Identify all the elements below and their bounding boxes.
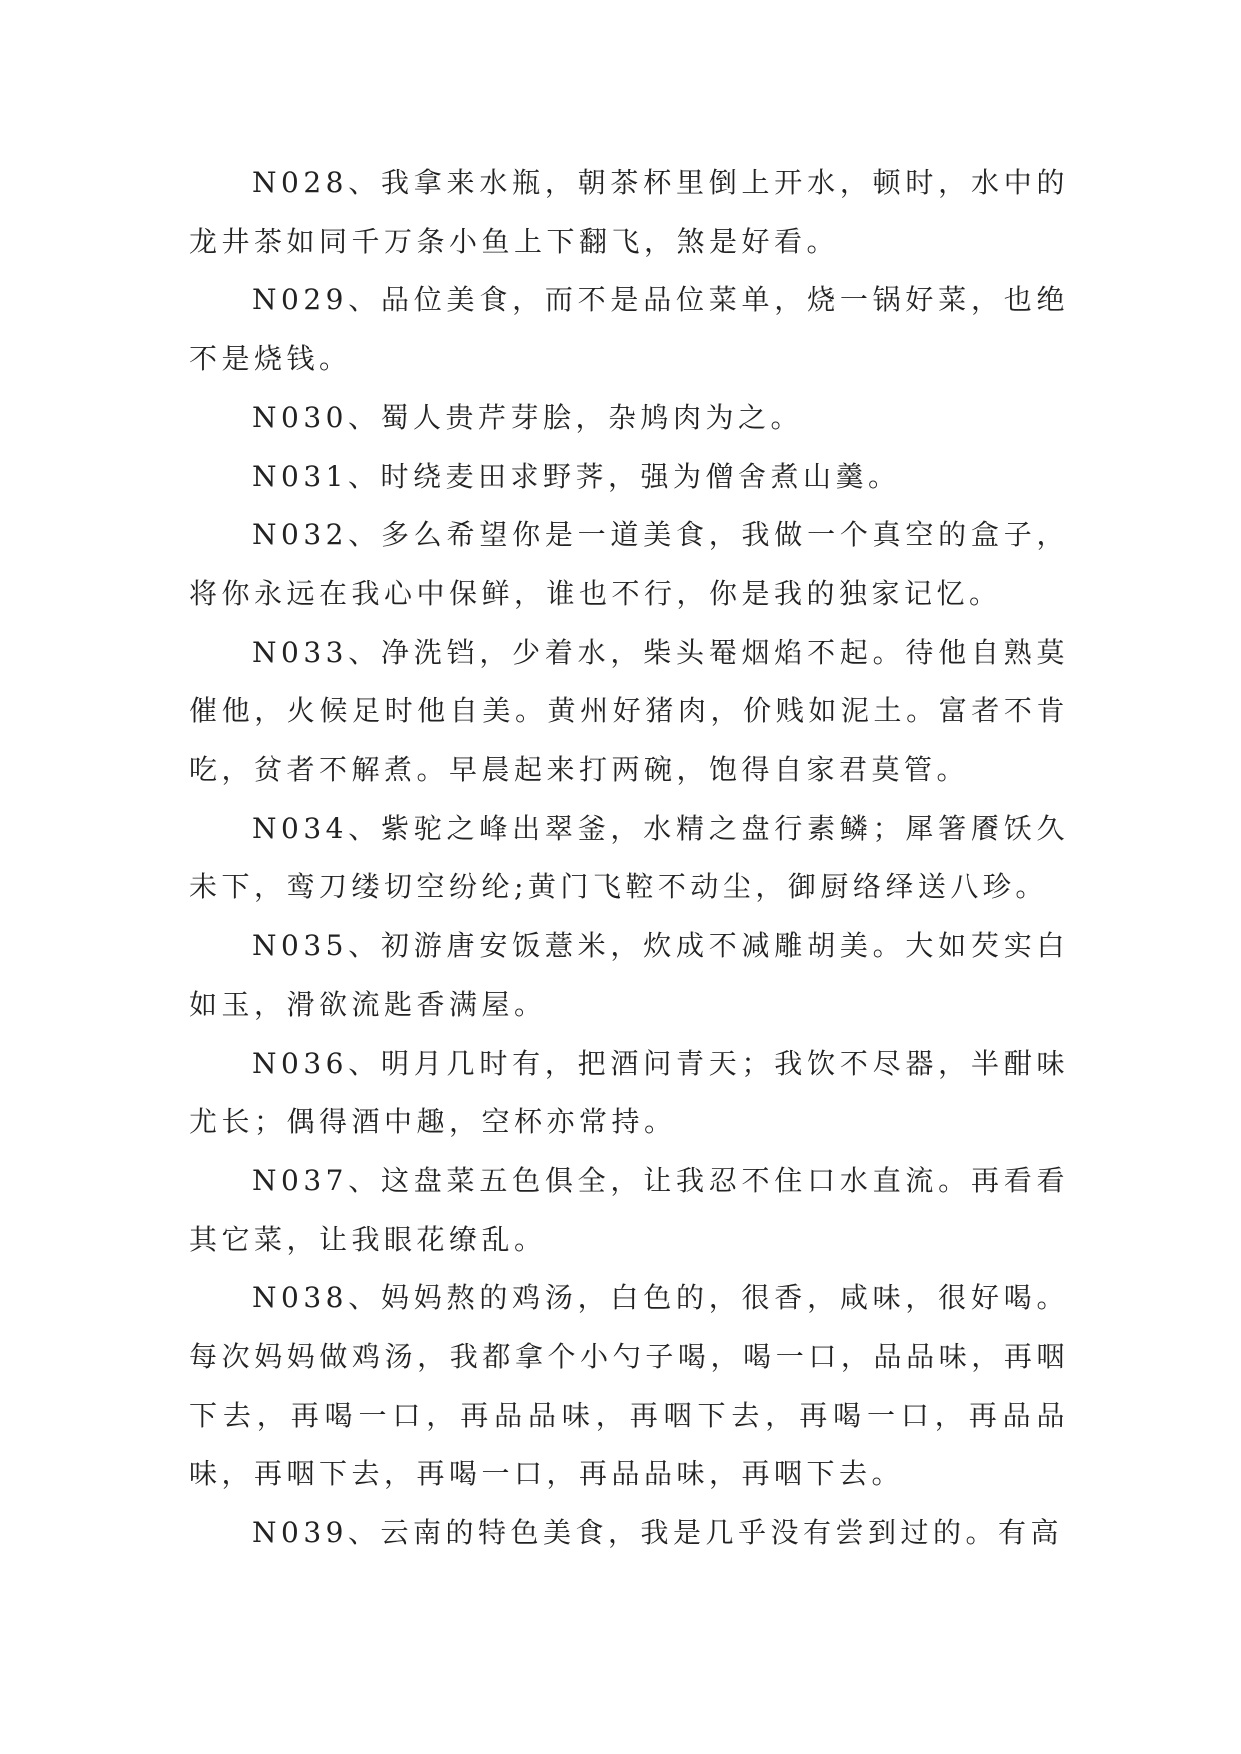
paragraph-n039: N039、云南的特色美食，我是几乎没有尝到过的。有高 [252, 1516, 1063, 1550]
paragraph-n032: N032、多么希望你是一道美食，我做一个真空的盒子，将你永远在我心中保鲜，谁也不行，你是我的独家记忆。 [189, 518, 1069, 610]
paragraph-n031: N031、时绕麦田求野荠，强为僧舍煮山羹。 [252, 459, 901, 493]
paragraph-n036: N036、明月几时有，把酒问青天；我饮不尽器，半酣味尤长；偶得酒中趣，空杯亦常持。 [189, 1046, 1069, 1139]
paragraph-n038: N038、妈妈熬的鸡汤，白色的，很香，咸味，很好喝。每次妈妈做鸡汤，我都拿个小勺子喝，喝一口，品品味，再咽下去，再喝一口，再品品味，再咽下去，再喝一口，再品品味，再咽下去，再喝一口，再品品味，再咽下去。 [189, 1281, 1069, 1491]
paragraph-n028: N028、我拿来水瓶，朝茶杯里倒上开水，顿时，水中的龙井茶如同千万条小鱼上下翻飞，煞是好看。 [189, 166, 1069, 258]
paragraph-n034: N034、紫驼之峰出翠釜，水精之盘行素鳞；犀箸餍饫久未下，鸾刀缕切空纷纶;黄门飞鞚不动尘，御厨络绎送八珍。 [189, 811, 1069, 904]
paragraph-n037: N037、这盘菜五色俱全，让我忍不住口水直流。再看看其它菜，让我眼花缭乱。 [189, 1163, 1069, 1256]
paragraph-n030: N030、蜀人贵芹芽脍，杂鸠肉为之。 [252, 400, 803, 434]
document-body [189, 154, 1069, 1563]
paragraph-n029: N029、品位美食，而不是品位菜单，烧一锅好菜，也绝不是烧钱。 [189, 283, 1069, 376]
paragraph-n035: N035、初游唐安饭薏米，炊成不减雕胡美。大如芡实白如玉，滑欲流匙香满屋。 [189, 929, 1069, 1021]
paragraph-n033: N033、净洗铛，少着水，柴头罨烟焰不起。待他自熟莫催他，火候足时他自美。黄州好猪肉，价贱如泥土。富者不肯吃，贫者不解煮。早晨起来打两碗，饱得自家君莫管。 [189, 635, 1069, 787]
